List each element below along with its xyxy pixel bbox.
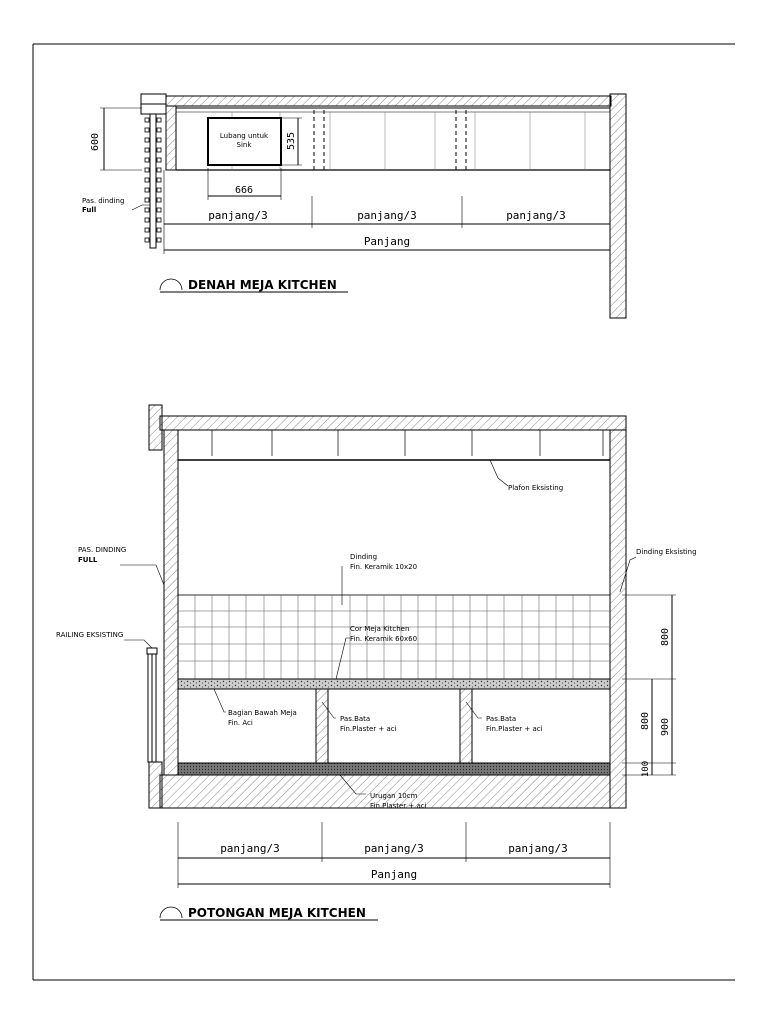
- label-urugan-1: Urugan 10cm: [370, 792, 418, 800]
- plan-third-3: panjang/3: [506, 209, 566, 222]
- plan-total: Panjang: [363, 235, 411, 248]
- plan-third-1: panjang/3: [208, 209, 268, 222]
- label-dinding-eksisting: Dinding Eksisting: [636, 548, 697, 556]
- wall-label-1: Pas. dinding: [82, 197, 125, 205]
- section-title: POTONGAN MEJA KITCHEN: [188, 906, 366, 920]
- label-urugan-2: Fin.Plaster + aci: [370, 802, 427, 810]
- plan-view: [100, 94, 626, 318]
- wall-label-2: Full: [82, 206, 97, 214]
- pier-2: [460, 689, 472, 771]
- sink-label-2: Sink: [236, 141, 252, 149]
- dim-800-low: 800: [640, 711, 651, 731]
- dim-535: 535: [286, 131, 297, 151]
- plan-third-2: panjang/3: [357, 209, 417, 222]
- label-cor-1: Cor Meja Kitchen: [350, 625, 410, 633]
- label-plafon: Plafon Eksisting: [508, 484, 564, 492]
- label-pas-bata-a-1: Pas.Bata: [340, 715, 371, 723]
- plan-railing: [150, 114, 156, 248]
- label-pas-bata-a-2: Fin.Plaster + aci: [340, 725, 397, 733]
- dim-100: 100: [641, 760, 651, 778]
- label-pas-dinding-1: PAS. DINDING: [78, 546, 127, 554]
- section-top-slab: [160, 416, 626, 430]
- label-dinding-2: Fin. Keramik 10x20: [350, 563, 418, 571]
- dim-600: 600: [90, 132, 101, 152]
- section-third-2: panjang/3: [364, 842, 424, 855]
- plan-top-wall: [162, 96, 611, 106]
- label-bagian-1: Bagian Bawah Meja: [228, 709, 297, 717]
- countertop: [178, 679, 610, 689]
- label-dinding-1: Dinding: [350, 553, 378, 561]
- pier-1: [316, 689, 328, 771]
- section-left-wall: [164, 430, 178, 775]
- sheet-border: [33, 44, 735, 980]
- section-third-3: panjang/3: [508, 842, 568, 855]
- label-pas-bata-b-2: Fin.Plaster + aci: [486, 725, 543, 733]
- plan-left-wall: [166, 106, 176, 170]
- section-third-1: panjang/3: [220, 842, 280, 855]
- label-bagian-2: Fin. Aci: [228, 719, 253, 727]
- label-pas-bata-b-1: Pas.Bata: [486, 715, 517, 723]
- section-total: Panjang: [370, 868, 418, 881]
- label-cor-2: Fin. Keramik 60x60: [350, 635, 418, 643]
- dim-800-top: 800: [660, 627, 671, 647]
- section-right-wall: [610, 430, 626, 808]
- label-railing: RAILING EKSISTING: [56, 631, 124, 639]
- dim-900: 900: [660, 717, 671, 737]
- dim-666: 666: [234, 185, 254, 196]
- sink-label-1: Lubang untuk: [219, 132, 269, 140]
- plan-title: DENAH MEJA KITCHEN: [188, 278, 337, 292]
- base-infill: [178, 763, 610, 775]
- plan-right-wall: [610, 94, 626, 318]
- label-pas-dinding-2: FULL: [78, 556, 98, 564]
